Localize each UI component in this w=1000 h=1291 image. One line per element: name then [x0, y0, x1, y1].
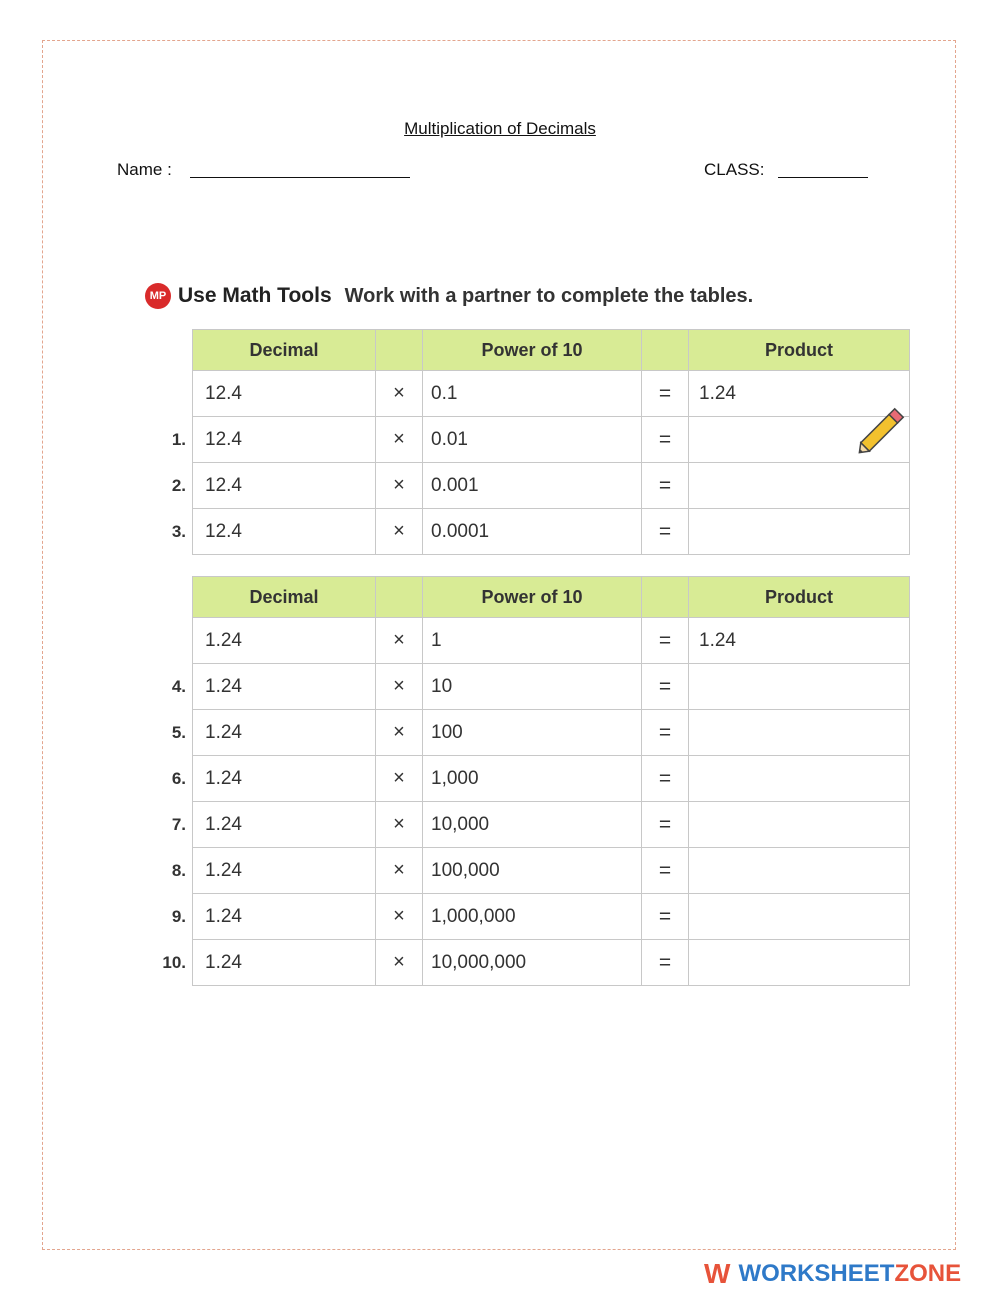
- decimal-cell: 1.24: [193, 802, 376, 848]
- table-row: [144, 756, 910, 802]
- decimal-cell: 1.24: [193, 848, 376, 894]
- row-number: 6.: [171, 768, 186, 788]
- times-sign: ×: [376, 848, 423, 894]
- table-power-of-ten-2: [144, 576, 910, 986]
- equals-sign: =: [642, 710, 689, 756]
- decimal-cell: 1.24: [193, 940, 376, 986]
- table-header-row: [144, 330, 910, 371]
- times-sign: ×: [376, 618, 423, 664]
- product-answer-cell[interactable]: [689, 664, 910, 710]
- equals-sign: =: [642, 417, 689, 463]
- table-row: [144, 940, 910, 986]
- power-cell: 0.001: [423, 463, 642, 509]
- row-number: [144, 618, 193, 664]
- row-number: 9.: [171, 906, 186, 926]
- class-field[interactable]: [778, 177, 868, 178]
- equals-sign: =: [642, 894, 689, 940]
- equals-sign: =: [642, 664, 689, 710]
- times-sign: ×: [376, 664, 423, 710]
- equals-sign: =: [642, 463, 689, 509]
- decimal-cell: 1.24: [193, 710, 376, 756]
- decimal-cell: 1.24: [193, 894, 376, 940]
- table-row: [144, 417, 910, 463]
- header-product: Product: [689, 577, 910, 618]
- decimal-cell: 12.4: [193, 371, 376, 417]
- instruction-heading: Use Math Tools: [178, 284, 332, 307]
- row-number: [144, 371, 193, 417]
- product-answer-cell[interactable]: 1.24: [689, 618, 910, 664]
- instruction-text: Work with a partner to complete the tables.: [344, 284, 754, 307]
- decimal-cell: 1.24: [193, 664, 376, 710]
- class-label: CLASS:: [704, 160, 765, 179]
- worksheetzone-logo: [704, 1258, 961, 1290]
- equals-sign: =: [642, 371, 689, 417]
- decimal-cell: 1.24: [193, 618, 376, 664]
- table-power-of-ten-1: [144, 329, 910, 555]
- row-number: 2.: [171, 475, 186, 495]
- decimal-cell: 12.4: [193, 463, 376, 509]
- power-cell: 0.01: [423, 417, 642, 463]
- row-number: 8.: [171, 860, 186, 880]
- power-cell: 0.1: [423, 371, 642, 417]
- power-cell: 1: [423, 618, 642, 664]
- power-cell: 0.0001: [423, 509, 642, 555]
- equals-sign: =: [642, 756, 689, 802]
- decimal-cell: 1.24: [193, 756, 376, 802]
- table-row: [144, 618, 910, 664]
- times-sign: ×: [376, 371, 423, 417]
- table-row: [144, 802, 910, 848]
- table-row: [144, 848, 910, 894]
- table-row: [144, 463, 910, 509]
- instruction: [145, 283, 753, 309]
- power-cell: 10,000: [423, 802, 642, 848]
- table-row: [144, 664, 910, 710]
- product-answer-cell[interactable]: [689, 710, 910, 756]
- decimal-cell: 12.4: [193, 509, 376, 555]
- row-number: 5.: [171, 722, 186, 742]
- times-sign: ×: [376, 894, 423, 940]
- header-product: Product: [689, 330, 910, 371]
- times-sign: ×: [376, 756, 423, 802]
- header-decimal: Decimal: [193, 577, 376, 618]
- times-sign: ×: [376, 710, 423, 756]
- equals-sign: =: [642, 618, 689, 664]
- header-decimal: Decimal: [193, 330, 376, 371]
- logo-wordmark: WORKSHEETZONE: [738, 1260, 962, 1287]
- times-sign: ×: [376, 509, 423, 555]
- decimal-cell: 12.4: [193, 417, 376, 463]
- equals-sign: =: [642, 802, 689, 848]
- power-cell: 10,000,000: [423, 940, 642, 986]
- product-answer-cell[interactable]: [689, 509, 910, 555]
- product-answer-cell[interactable]: [689, 802, 910, 848]
- row-number: 7.: [171, 814, 186, 834]
- table-row: [144, 710, 910, 756]
- logo-mark-icon: W: [704, 1258, 731, 1289]
- times-sign: ×: [376, 802, 423, 848]
- times-sign: ×: [376, 463, 423, 509]
- power-cell: 100: [423, 710, 642, 756]
- table-row: [144, 894, 910, 940]
- power-cell: 1,000,000: [423, 894, 642, 940]
- pencil-icon: [850, 398, 914, 462]
- power-cell: 100,000: [423, 848, 642, 894]
- table-row: [144, 509, 910, 555]
- name-field[interactable]: [190, 177, 410, 178]
- equals-sign: =: [642, 940, 689, 986]
- row-number: 1.: [171, 429, 186, 449]
- name-label: Name :: [117, 160, 172, 179]
- product-answer-cell[interactable]: [689, 848, 910, 894]
- table-row: [144, 371, 910, 417]
- mp-badge-icon: MP: [145, 283, 171, 309]
- row-number: 10.: [162, 952, 186, 972]
- product-answer-cell[interactable]: [689, 940, 910, 986]
- table-header-row: [144, 577, 910, 618]
- power-cell: 1,000: [423, 756, 642, 802]
- equals-sign: =: [642, 848, 689, 894]
- times-sign: ×: [376, 417, 423, 463]
- power-cell: 10: [423, 664, 642, 710]
- equals-sign: =: [642, 509, 689, 555]
- product-answer-cell[interactable]: 1.24: [689, 371, 910, 417]
- header-power: Power of 10: [423, 330, 642, 371]
- header-power: Power of 10: [423, 577, 642, 618]
- worksheet-title: Multiplication of Decimals: [404, 119, 596, 138]
- product-answer-cell[interactable]: [689, 894, 910, 940]
- product-answer-cell[interactable]: [689, 756, 910, 802]
- times-sign: ×: [376, 940, 423, 986]
- product-answer-cell[interactable]: [689, 463, 910, 509]
- row-number: 3.: [171, 521, 186, 541]
- row-number: 4.: [171, 676, 186, 696]
